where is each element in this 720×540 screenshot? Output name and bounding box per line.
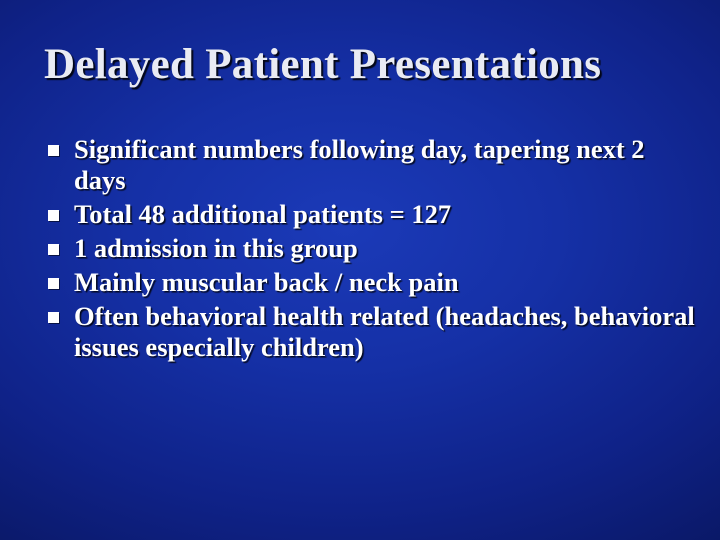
bullet-text: Significant numbers following day, tapering next 2 days [74, 134, 645, 195]
square-bullet-icon [48, 210, 59, 221]
bullet-item [48, 267, 698, 298]
bullet-item [48, 301, 698, 363]
square-bullet-icon [48, 312, 59, 323]
bullet-item [48, 199, 698, 230]
bullet-text: 1 admission in this group [74, 233, 358, 263]
bullet-item [48, 134, 698, 196]
square-bullet-icon [48, 244, 59, 255]
bullet-list [48, 134, 698, 366]
square-bullet-icon [48, 145, 59, 156]
bullet-text: Mainly muscular back / neck pain [74, 267, 459, 297]
bullet-text: Total 48 additional patients = 127 [74, 199, 452, 229]
slide-title: Delayed Patient Presentations [44, 41, 602, 88]
bullet-item [48, 233, 698, 264]
bullet-text: Often behavioral health related (headaches, behavioral issues especially children) [74, 301, 695, 362]
square-bullet-icon [48, 278, 59, 289]
